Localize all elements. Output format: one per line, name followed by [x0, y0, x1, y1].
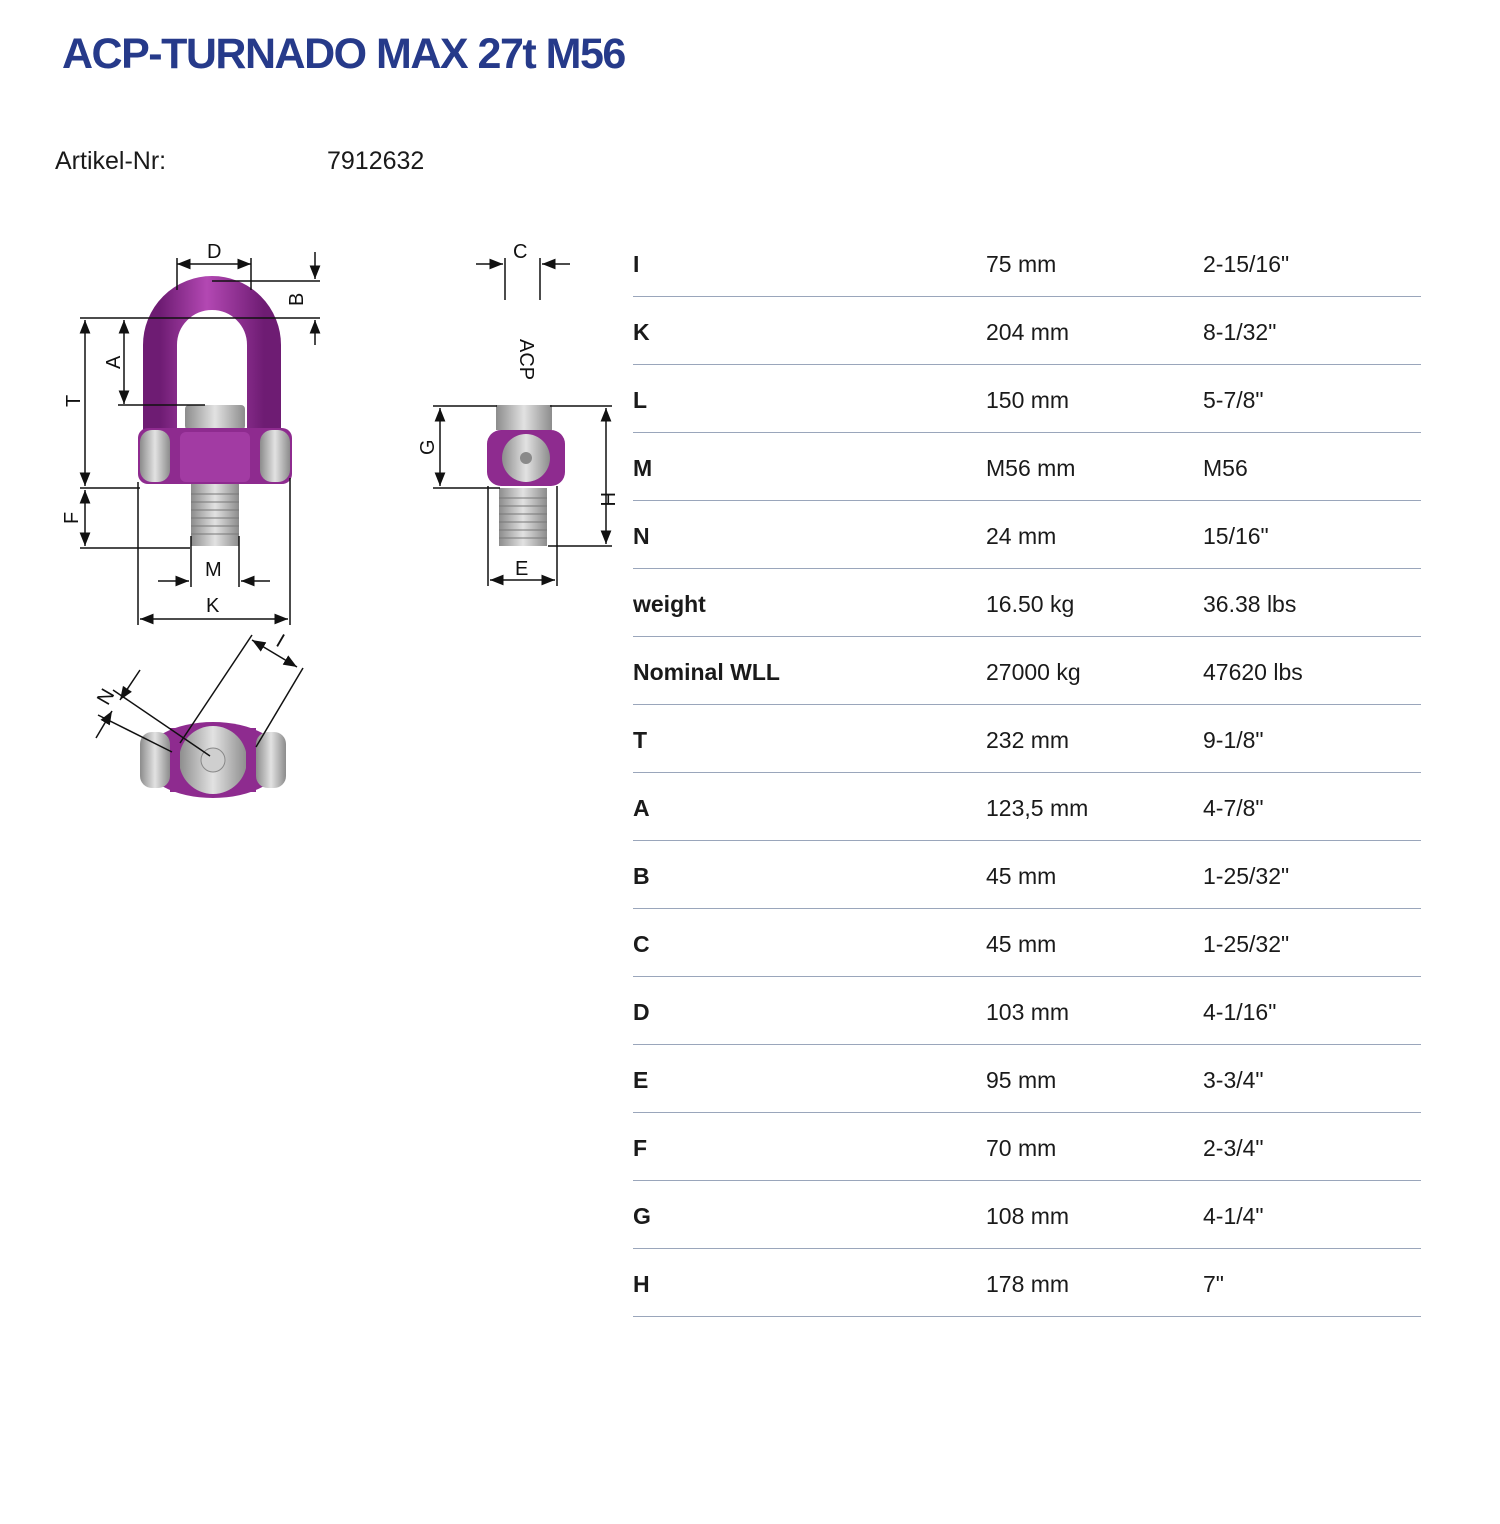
spec-row: [633, 977, 1421, 1045]
spec-table: [633, 229, 1421, 1317]
spec-imperial-value: 36.38 lbs: [1203, 591, 1297, 617]
dim-label-i: I: [272, 630, 289, 653]
spec-imperial-value: 4-7/8": [1203, 795, 1264, 821]
front-view: [61, 241, 320, 625]
dim-label-h: H: [596, 492, 618, 507]
spec-label: E: [633, 1067, 649, 1093]
dim-label-n: N: [93, 685, 120, 709]
spec-label: M: [633, 455, 653, 481]
side-view: [417, 241, 618, 586]
spec-imperial-value: 2-15/16": [1203, 251, 1290, 277]
spec-row: [633, 637, 1421, 705]
spec-imperial-value: M56: [1203, 455, 1248, 481]
spec-label: T: [633, 727, 648, 753]
spec-label: weight: [633, 591, 706, 617]
spec-label: D: [633, 999, 650, 1025]
spec-metric-value: 45 mm: [986, 931, 1057, 957]
page-title: ACP-TURNADO MAX 27t M56: [62, 30, 625, 78]
spec-row: [633, 569, 1421, 637]
spec-label: Nominal WLL: [633, 659, 780, 685]
spec-imperial-value: 1-25/32": [1203, 863, 1290, 889]
dim-label-t: T: [63, 394, 85, 407]
spec-row: [633, 297, 1421, 365]
spec-metric-value: 95 mm: [986, 1067, 1057, 1093]
spec-imperial-value: 3-3/4": [1203, 1067, 1264, 1093]
article-number-value: 7912632: [327, 147, 425, 175]
spec-imperial-value: 4-1/4": [1203, 1203, 1264, 1229]
dim-label-c: C: [513, 241, 528, 263]
dim-label-a: A: [103, 355, 125, 369]
spec-metric-value: 232 mm: [986, 727, 1070, 753]
technical-drawing: [40, 230, 620, 810]
dim-label-e: E: [515, 558, 529, 580]
brand-mark: ACP: [515, 339, 537, 381]
spec-metric-value: 75 mm: [986, 251, 1057, 277]
spec-imperial-value: 1-25/32": [1203, 931, 1290, 957]
spec-label: G: [633, 1203, 651, 1229]
spec-row: [633, 773, 1421, 841]
spec-metric-value: M56 mm: [986, 455, 1076, 481]
spec-imperial-value: 5-7/8": [1203, 387, 1264, 413]
article-number-label: Artikel-Nr:: [55, 147, 167, 175]
spec-label: F: [633, 1135, 648, 1161]
dim-label-m: M: [205, 559, 222, 581]
spec-metric-value: 204 mm: [986, 319, 1070, 345]
spec-row: [633, 705, 1421, 773]
spec-row: [633, 1249, 1421, 1317]
spec-metric-value: 123,5 mm: [986, 795, 1089, 821]
spec-label: K: [633, 319, 650, 345]
top-view: [93, 630, 303, 798]
spec-row: [633, 1113, 1421, 1181]
spec-row: [633, 1181, 1421, 1249]
spec-row: [633, 501, 1421, 569]
spec-metric-value: 16.50 kg: [986, 591, 1075, 617]
spec-label: A: [633, 795, 650, 821]
spec-row: [633, 229, 1421, 297]
spec-imperial-value: 8-1/32": [1203, 319, 1277, 345]
spec-metric-value: 27000 kg: [986, 659, 1081, 685]
spec-row: [633, 365, 1421, 433]
spec-metric-value: 108 mm: [986, 1203, 1070, 1229]
spec-imperial-value: 4-1/16": [1203, 999, 1277, 1025]
spec-label: N: [633, 523, 650, 549]
spec-row: [633, 433, 1421, 501]
dim-label-k: K: [206, 595, 220, 617]
spec-imperial-value: 9-1/8": [1203, 727, 1264, 753]
spec-label: B: [633, 863, 650, 889]
spec-imperial-value: 2-3/4": [1203, 1135, 1264, 1161]
dim-label-g: G: [417, 439, 439, 455]
spec-metric-value: 150 mm: [986, 387, 1070, 413]
spec-imperial-value: 7": [1203, 1271, 1224, 1297]
spec-label: C: [633, 931, 650, 957]
spec-metric-value: 103 mm: [986, 999, 1070, 1025]
spec-label: H: [633, 1271, 650, 1297]
spec-label: L: [633, 387, 648, 413]
spec-row: [633, 841, 1421, 909]
dim-label-d: D: [207, 241, 222, 263]
spec-row: [633, 909, 1421, 977]
spec-metric-value: 45 mm: [986, 863, 1057, 889]
spec-metric-value: 24 mm: [986, 523, 1057, 549]
spec-row: [633, 1045, 1421, 1113]
dim-label-f: F: [61, 511, 83, 524]
dim-label-b: B: [286, 292, 308, 306]
spec-label: I: [633, 251, 640, 277]
spec-metric-value: 70 mm: [986, 1135, 1057, 1161]
spec-imperial-value: 47620 lbs: [1203, 659, 1303, 685]
spec-imperial-value: 15/16": [1203, 523, 1269, 549]
spec-metric-value: 178 mm: [986, 1271, 1070, 1297]
